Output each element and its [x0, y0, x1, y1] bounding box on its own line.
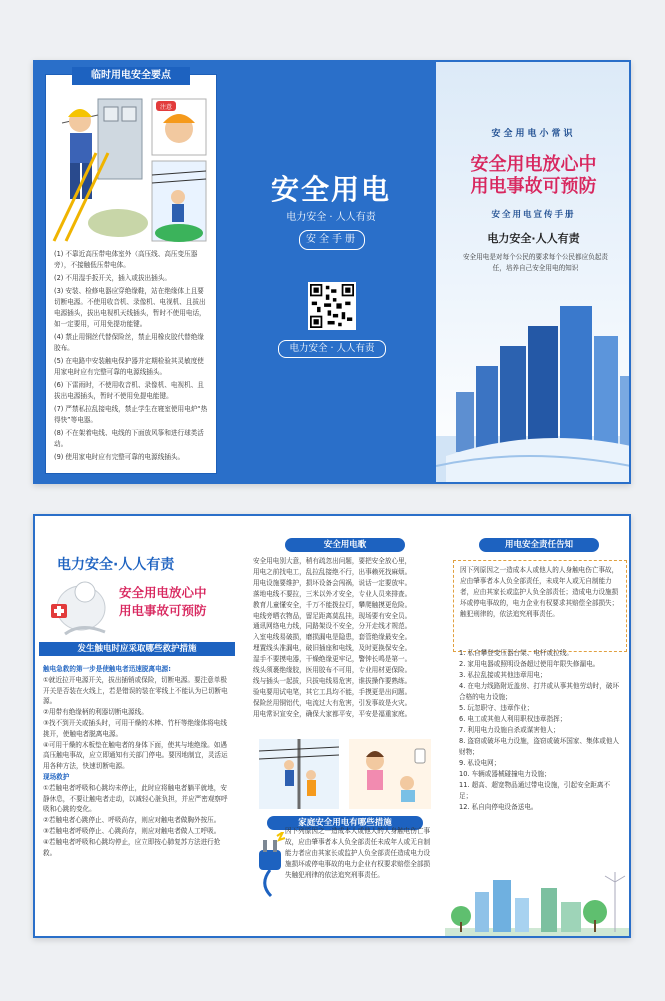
safety-points-title: 临时用电安全要点: [72, 67, 190, 85]
rescue-step: ①就近拉开电源开关，拔出插销或保险，切断电源。要注意单极开关是否装在火线上，若是错误的装在零线上不能认为已切断电源。: [43, 675, 228, 706]
back-heading: 电力安全·人人有责: [57, 557, 175, 573]
plug-hazard-icon: [253, 832, 287, 898]
tip-tag: 安全用电小常识: [491, 129, 576, 139]
brochure-front: [33, 60, 631, 484]
green-town-illustration: [445, 862, 631, 938]
back-headline: [119, 584, 207, 620]
onsite-rescue-step: ②若触电者心跳停止、呼吸尚存，则应对触电者做胸外按压。: [43, 816, 221, 825]
rule-item: (6) 下雷雨时，不使用收音机、录像机、电视机、且拔出电源插头，暂时不使用免提电能键。: [54, 381, 204, 400]
first-aid-figure-illustration: [45, 574, 115, 640]
home-safety-title: 家庭安全用电有哪些措施: [267, 816, 423, 830]
song-line: 入室电线易破损，磨损漏电是隐患，套管绝缘最安全。: [253, 633, 412, 642]
electrician-illustration: [52, 93, 210, 243]
list-item: 7. 利用电力设施自杀或谋害他人；: [459, 726, 560, 734]
back-headline-line-1: 安全用电放心中: [119, 585, 207, 600]
song-line: 安全用电别大意，稍有疏忽出问题，要把安全放心里，: [253, 557, 412, 565]
onsite-rescue-step: ③若触电者呼吸停止、心跳尚存，则应对触电者做人工呼吸。: [43, 826, 221, 835]
rule-item: (5) 在电路中安装触电保护器并定期检验其灵敏度使用家电时应有完整可靠的电源线插头。: [54, 357, 204, 376]
list-item: 2. 家用电器或照明设备超过使用年限失修漏电。: [459, 660, 600, 668]
rescue-lead: 触电急救的第一步是使触电者迅速脱离电源:: [43, 665, 171, 673]
list-item: 11. 超高、超宽物品通过带电设施，引起安全距离不足；: [459, 781, 611, 800]
song-line: 用电设施要维护，损坏设备会闯祸，说话一定要放牢。: [253, 578, 412, 587]
rescue-step: ④可用干燥的木板垫在触电者的身体下面，使其与地绝缘。如遇高压触电事故，应立即通知有关部门停电。要因地制宜，灵活运用各种方法，快速切断电源。: [43, 740, 228, 771]
rule-item: (3) 安装、检修电器应穿绝缘鞋，站在绝缘体上且要切断电源。不使用收音机、录像机、电视机、且拔出电源插头，拔出电视机天线插头，暂时不使用电话，如一定要用，可用免提功能键。: [54, 287, 206, 328]
line-worker-illustration: [259, 739, 339, 809]
song-line: 湿手不要摸电器，干燥绝缘更牢记，警钟长鸣是第一。: [253, 655, 412, 664]
song-title: 安全用电歌: [285, 538, 405, 552]
motto-pill: 电力安全 · 人人有责: [278, 340, 386, 358]
intro-text: 安全用电是对每个公民的要求每个公民都应负起责任，培养自己安全用电的知识: [462, 253, 609, 272]
list-item: 10. 车辆或器械碰撞电力设施；: [459, 770, 551, 778]
safety-song: [253, 556, 437, 720]
rescue-section-title: 发生触电时应采取哪些救护措施: [39, 642, 235, 656]
qr-code-icon: [308, 282, 356, 330]
list-item: 8. 盗窃或破坏电力设施，盗窃或破坏国家、集体或他人财物；: [459, 737, 620, 756]
list-item: 4. 在电力线路附近盖房、打井或从事其他劳动时，破坏合格的电力设施；: [459, 682, 620, 701]
rule-item: (1) 不靠近高压带电体室外（高压线、高压变压器旁），不接触低压带电体。: [54, 250, 198, 269]
rule-item: (7) 严禁私拉乱接电线，禁止学生在寝室使用电炉“热得快”等电器。: [54, 405, 208, 424]
list-item: 3. 私拉乱接或其他违章用电；: [459, 671, 547, 679]
back-left-panel: [33, 514, 245, 938]
song-line: 验电要用试电笔，其它工具均不能，手摸更是出问题。: [253, 687, 412, 696]
home-safety-text: 因下列原因之一造成本人或他人的人身触电伤亡事故，应由肇事者本人负全部责任未成年人或无自制能力者应由其家长或监护人负全部责任造成电力设施损坏或停电事故的电力企业有权要求赔偿全部损失触犯刑律的依法追究刑事责任。: [285, 827, 431, 879]
back-headline-line-2: 用电事故可预防: [119, 603, 207, 618]
headline-line-2: 用电事故可预防: [470, 176, 597, 197]
rescue-step: ③找不到开关或插头时，可用干燥的木棒、竹杆等绝缘体将电线挑开，使触电者脱离电源。: [43, 718, 227, 738]
back-center-panel: [245, 514, 445, 938]
rule-item: (8) 不在架着电线、电线的下面放风筝和进行球类活动。: [54, 429, 204, 448]
city-skyline-illustration: [436, 296, 631, 484]
onsite-rescue-step: ④若触电者呼吸和心跳均停止，应立即按心肺复苏方法进行抢救。: [43, 837, 221, 857]
front-left-panel: [33, 60, 226, 484]
onsite-rescue-title: 现场救护: [43, 772, 70, 781]
safety-points-card: [45, 70, 217, 474]
song-line: 用电之前找电工，乱拉乱接绝不行，出事赖死找麻烦。: [253, 567, 412, 576]
front-center-panel: [226, 60, 436, 484]
brochure-back: [33, 514, 631, 938]
list-item: 1. 私自攀登变压器台架、电杆或拉线。: [459, 649, 573, 657]
song-line: 落地电线不要拉，三米以外才安全，专业人员来排查。: [253, 589, 412, 598]
manual-badge: 安全手册: [299, 230, 365, 250]
onsite-rescue-step: ①若触电者呼吸和心跳均未停止，此时应将触电者躺平就地，安静休息，不要让触电者走动，以减轻心脏负担，并应严密观察呼吸和心跳的变化。: [43, 783, 228, 814]
rescue-steps: [43, 664, 233, 858]
rescue-step: ②用带有绝缘柄的利器切断电源线。: [43, 708, 148, 717]
list-item: 12. 私自向停电设备送电。: [459, 803, 538, 811]
song-line: 线与插头一起拔，只拔电线易危害，谁拔操作要熟练。: [253, 676, 412, 685]
rule-item: (2) 不用湿手扳开关，插入或拔出插头。: [54, 274, 171, 282]
song-line: 保险丝用铜铝代，电流过大有危害，引发事故是火灾。: [253, 698, 412, 707]
song-line: 用电常识宣安全，确保大家都平安，平安是福重家庭。: [253, 709, 412, 718]
back-right-panel: [445, 514, 631, 938]
song-line: 教育儿童懂安全，千万不能拨拉灯，攀爬触摸更危险。: [253, 600, 412, 609]
list-item: 9. 私设电网；: [459, 759, 501, 767]
cover-slogan: 电力安全 · 人人有责: [286, 212, 376, 223]
motto: 电力安全·人人有责: [487, 232, 580, 245]
safety-rules-list: [54, 249, 210, 465]
list-item: 5. 玩忽职守、违章作业；: [459, 704, 534, 712]
song-line: 埋置线头准漏电，破旧插座和电线，及时更换保安全。: [253, 644, 412, 653]
headline-line-1: 安全用电放心中: [470, 154, 597, 175]
front-right-panel: [436, 60, 631, 484]
responsibility-list: [459, 648, 623, 813]
list-item: 6. 电工或其他人利用职权违章指挥；: [459, 715, 567, 723]
child-outlet-illustration: [349, 739, 431, 809]
responsibility-title: 用电安全责任告知: [479, 538, 599, 552]
song-line: 通讯网络电力线，同路架设不安全，分开走线才规范。: [253, 622, 412, 631]
brochure-subtitle: 安全用电宣传手册: [491, 210, 576, 220]
headline: [436, 154, 631, 198]
song-line: 电线旁晒衣物品，留足距离莫乱挂，现场要有安全员。: [253, 611, 412, 620]
cover-title: 安全用电: [270, 173, 391, 206]
caution-badge: 注意: [159, 104, 173, 111]
responsibility-notice: 因下列原因之一造成本人或他人的人身触电伤亡事故，应由肇事者本人负全部责任，未成年人或无自制能力者，应由其家长或监护人负全部责任；造成电力设施损坏或停电事故的，电力企业有权要求其赔偿全部损失；触犯刑律的，依法追究刑事责任。: [453, 560, 627, 652]
song-line: 线头须裹绝缘胶，医用胶布不可用，专业用材更保险。: [253, 666, 412, 675]
rule-item: (9) 使用家电时应有完整可靠的电源线插头。: [54, 453, 185, 461]
rule-item: (4) 禁止用铜丝代替保险丝，禁止用橡皮胶代替绝缘胶布。: [54, 333, 204, 352]
